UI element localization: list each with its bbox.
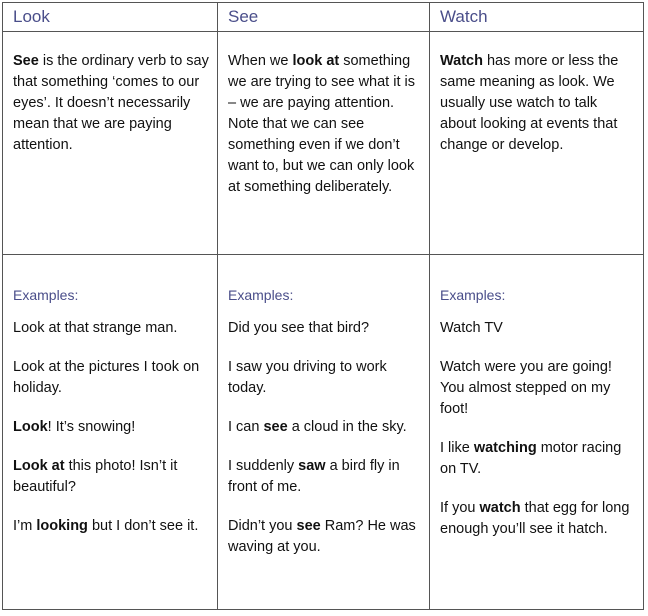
text-run: I can xyxy=(228,419,264,435)
example-sentence xyxy=(440,438,635,480)
example-sentence xyxy=(13,417,209,438)
text-run: a cloud in the sky. xyxy=(287,419,407,435)
text-run: I suddenly xyxy=(228,458,299,474)
header-look: Look xyxy=(13,7,50,26)
text-run: I like xyxy=(440,440,474,456)
example-sentence xyxy=(13,516,209,537)
text-run: motor racing on TV. xyxy=(440,440,622,477)
example-sentence xyxy=(13,318,209,339)
text-run: Look at the pictures I took on holiday. xyxy=(13,359,200,396)
emphasis-text: see xyxy=(296,518,321,534)
text-run: Ram? He was waving at you. xyxy=(228,518,416,555)
examples-watch xyxy=(430,285,643,540)
text-run: Didn’t you xyxy=(228,518,297,534)
text-run: something we are trying to see what it is – we are paying attention. Note that we can see something even if we don’t want to, but we can only look at something deliberately. xyxy=(228,53,415,195)
header-see: See xyxy=(228,7,259,26)
emphasis-text: watching xyxy=(473,440,537,456)
text-run: Watch were you are going! You almost stepped on my foot! xyxy=(440,359,612,417)
example-sentence xyxy=(228,516,421,558)
emphasis-text: looking xyxy=(36,518,88,534)
text-run: Watch TV xyxy=(440,320,503,336)
text-run: Look at that strange man. xyxy=(13,320,178,336)
text-run: I saw you driving to work today. xyxy=(228,359,387,396)
text-run: that egg for long enough you’ll see it hatch. xyxy=(440,500,630,537)
example-sentence xyxy=(228,318,421,339)
text-run: this photo! Isn’t it beautiful? xyxy=(13,458,178,495)
text-run: When we xyxy=(228,53,293,69)
example-sentence xyxy=(440,357,635,420)
text-run: Did you see that bird? xyxy=(228,320,370,336)
emphasis-text: Look xyxy=(13,419,48,435)
emphasis-text: look at xyxy=(292,53,340,69)
examples-see xyxy=(218,285,429,558)
emphasis-text: saw xyxy=(298,458,326,474)
example-sentence xyxy=(228,417,421,438)
emphasis-text: see xyxy=(263,419,288,435)
text-run: a bird fly in front of me. xyxy=(228,458,400,495)
text-run: is the ordinary verb to say that something ‘comes to our eyes’. It doesn’t necessarily mean that we are paying attention. xyxy=(13,53,209,153)
examples-look xyxy=(3,285,217,537)
examples-label: Examples: xyxy=(228,287,294,303)
example-sentence xyxy=(13,456,209,498)
example-sentence xyxy=(440,498,635,540)
text-run: ! It’s snowing! xyxy=(47,419,136,435)
definition-look xyxy=(3,51,217,156)
definition-watch xyxy=(430,51,643,156)
emphasis-text: See xyxy=(13,53,39,69)
text-run: If you xyxy=(440,500,480,516)
example-sentence xyxy=(228,456,421,498)
comparison-table xyxy=(2,2,644,610)
example-sentence xyxy=(440,318,635,339)
example-sentence xyxy=(13,357,209,399)
row-divider xyxy=(3,254,643,255)
header-divider xyxy=(3,31,643,32)
example-sentence xyxy=(228,357,421,399)
text-run: but I don’t see it. xyxy=(87,518,199,534)
definition-see xyxy=(218,51,429,198)
emphasis-text: watch xyxy=(479,500,521,516)
emphasis-text: Watch xyxy=(440,53,483,69)
text-run: has more or less the same meaning as look. We usually use watch to talk about looking at events that change or develop. xyxy=(440,53,619,153)
examples-label: Examples: xyxy=(440,287,506,303)
examples-label: Examples: xyxy=(13,287,79,303)
emphasis-text: Look at xyxy=(13,458,65,474)
text-run: I’m xyxy=(13,518,37,534)
header-watch: Watch xyxy=(440,7,488,26)
